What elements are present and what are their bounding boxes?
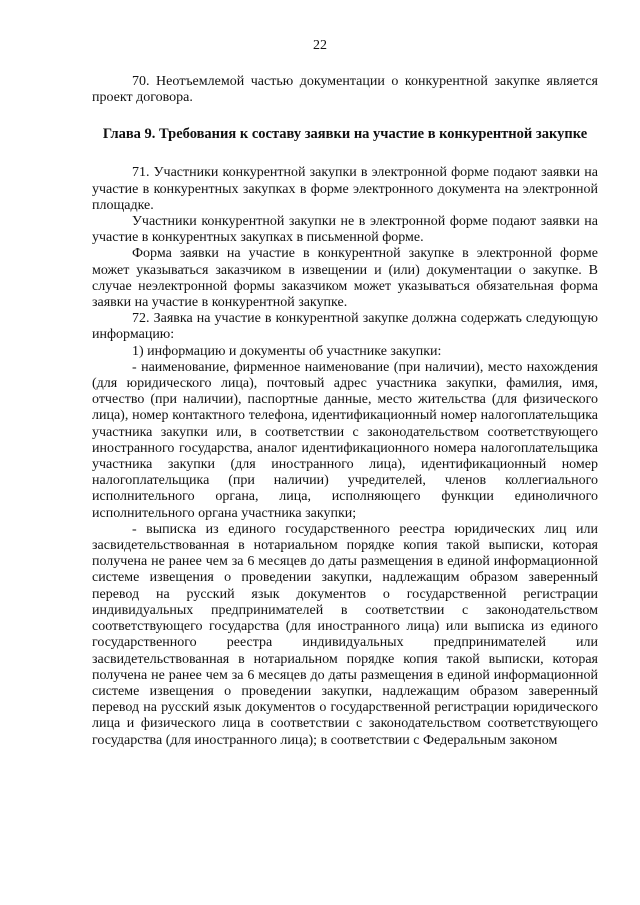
paragraph-72-item-1: 1) информацию и документы об участнике закупки: xyxy=(132,343,442,359)
paragraph-72: 72. Заявка на участие в конкурентной закупке должна содержать следующую информацию: xyxy=(92,311,598,343)
page-number: 22 xyxy=(313,38,327,53)
paragraph-70: 70. Неотъемлемой частью документации о конкурентной закупке является проект договора. xyxy=(92,74,598,106)
paragraph-71-b: Участники конкурентной закупки не в электронной форме подают заявки на участие в конкурентных закупках в письменной форме. xyxy=(92,214,598,246)
paragraph-72-item-1-b: - выписка из единого государственного реестра юридических лиц или засвидетельствованная в нотариальном порядке копия такой выписки, которая получена не ранее чем за 6 месяцев до даты размещения в единой информационной системе извещения о проведении закупки, надлежащим образом заверенный перевод на русский язык документов о государственной регистрации индивидуальных предпринимателей в соответствии с законодательством соответствующего государства (для иностранного лица) или выписка из единого государственного реестра индивидуальных предпринимателей или засвидетельствованная в нотариальном порядке копия такой выписки, которая получена не ранее чем за 6 месяцев до даты размещения в единой информационной системе извещения о проведении закупки, надлежащим образом заверенный перевод на русский язык документов о государственной регистрации юридического лица и физического лица в соответствии с законодательством соответствующего государства (для иностранного лица); в соответствии с Федеральным законом xyxy=(92,521,598,748)
paragraph-72-item-1-a: - наименование, фирменное наименование (при наличии), место нахождения (для юридического лица), почтовый адрес участника закупки, фамилия, имя, отчество (при наличии), паспортные данные, место жительства (для физического лица), номер контактного телефона, идентификационный номер налогоплательщика участника закупки или, в соответствии с законодательством соответствующего иностранного государства, аналог идентификационного номера налогоплательщика участника закупки (для иностранного лица), идентификационный номер налогоплательщика (при наличии) учредителей, членов коллегиального исполнительного органа, лица, исполняющего функции единоличного исполнительного органа участника закупки; xyxy=(92,359,598,521)
paragraph-71-c: Форма заявки на участие в конкурентной закупке в электронной форме может указываться заказчиком в извещении и (или) документации о закупке. В случае неэлектронной формы заказчиком может указываться обязательная форма заявки на участие в конкурентной закупке. xyxy=(92,246,598,311)
page-content xyxy=(92,74,598,749)
chapter-heading: Глава 9. Требования к составу заявки на участие в конкурентной закупке xyxy=(102,126,588,143)
paragraph-71: 71. Участники конкурентной закупки в электронной форме подают заявки на участие в конкурентных закупках в форме электронного документа на электронной площадке. xyxy=(92,165,598,213)
